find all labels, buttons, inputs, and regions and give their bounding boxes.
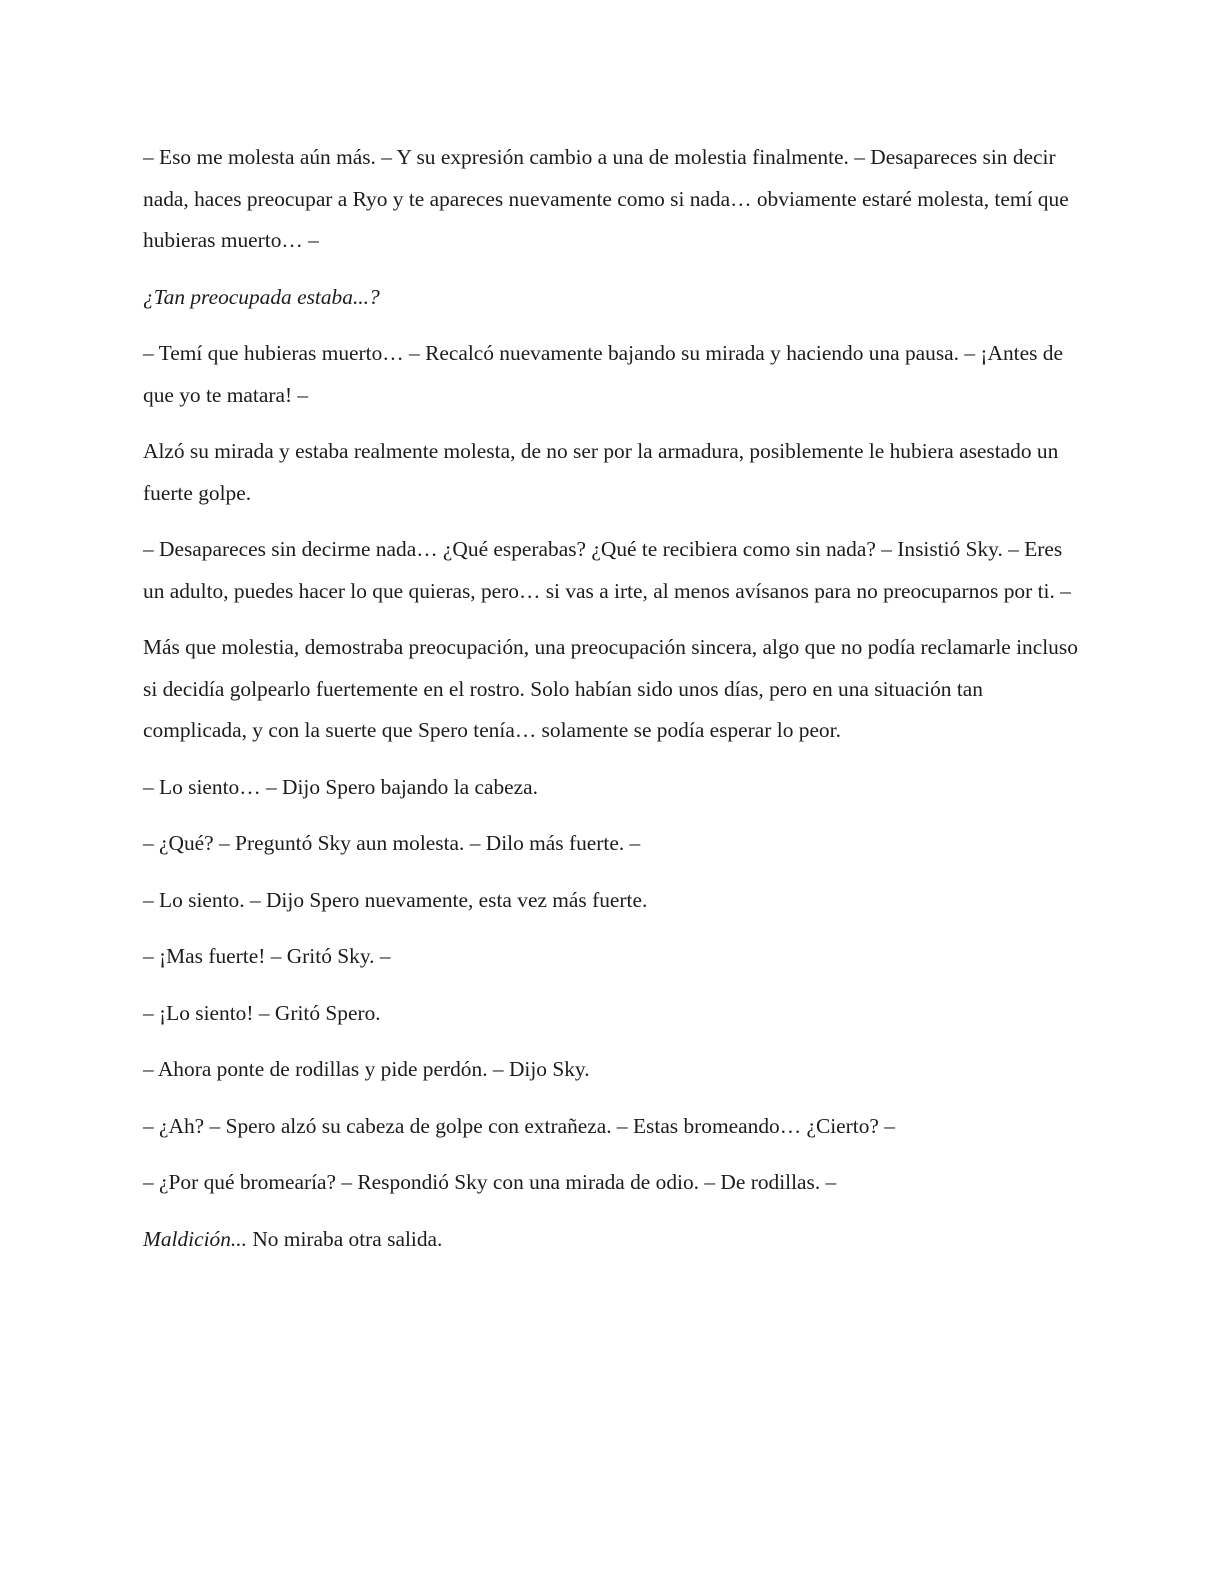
paragraph <box>143 627 1078 752</box>
paragraph-italic-text: ¿Tan preocupada estaba...? <box>143 284 380 309</box>
paragraph-text: – Desapareces sin decirme nada… ¿Qué esperabas? ¿Qué te recibiera como sin nada? – Insistió Sky. – Eres un adulto, puedes hacer lo que quieras, pero… si vas a irte, al menos avísanos para no preocuparnos por ti. – <box>143 537 1071 603</box>
paragraph-text: – ¡Mas fuerte! – Gritó Sky. – <box>143 944 391 968</box>
paragraph-text: No miraba otra salida. <box>246 1226 443 1251</box>
paragraph-text: – Temí que hubieras muerto… – Recalcó nuevamente bajando su mirada y haciendo una pausa. – ¡Antes de que yo te matara! – <box>143 341 1063 407</box>
paragraph-text: – ¿Ah? – Spero alzó su cabeza de golpe con extrañeza. – Estas bromeando… ¿Cierto? – <box>143 1113 895 1138</box>
paragraph-text: – Ahora ponte de rodillas y pide perdón. – Dijo Sky. <box>143 1057 590 1081</box>
paragraph-text: – Lo siento… – Dijo Spero bajando la cabeza. <box>143 774 539 799</box>
paragraph <box>143 333 1078 416</box>
paragraph <box>143 529 1078 612</box>
paragraph <box>143 277 1078 319</box>
paragraph <box>143 1219 1078 1261</box>
paragraph <box>143 936 1078 978</box>
paragraph-text: – ¿Por qué bromearía? – Respondió Sky con una mirada de odio. – De rodillas. – <box>143 1170 837 1194</box>
paragraph <box>143 137 1078 262</box>
paragraph <box>143 1162 1078 1204</box>
paragraph <box>143 1106 1078 1148</box>
paragraph <box>143 1049 1078 1091</box>
paragraph-italic-text: Maldición... <box>143 1226 247 1251</box>
paragraph <box>143 767 1078 809</box>
paragraph <box>143 880 1078 922</box>
paragraph-text: Alzó su mirada y estaba realmente molesta, de no ser por la armadura, posiblemente le hubiera asestado un fuerte golpe. <box>143 439 1059 505</box>
paragraph <box>143 993 1078 1035</box>
document-body <box>143 137 1078 1260</box>
paragraph-text: – ¿Qué? – Preguntó Sky aun molesta. – Dilo más fuerte. – <box>143 831 641 855</box>
paragraph-text: – ¡Lo siento! – Gritó Spero. <box>143 1000 381 1025</box>
paragraph <box>143 431 1078 514</box>
paragraph-text: Más que molestia, demostraba preocupación, una preocupación sincera, algo que no podía reclamarle incluso si decidía golpearlo fuertemente en el rostro. Solo habían sido unos días, pero en una situación tan complicada, y con la suerte que Spero tenía… solamente se podía esperar lo peor. <box>143 635 1078 742</box>
paragraph <box>143 823 1078 865</box>
paragraph-text: – Lo siento. – Dijo Spero nuevamente, esta vez más fuerte. <box>143 887 648 912</box>
paragraph-text: – Eso me molesta aún más. – Y su expresión cambio a una de molestia finalmente. – Desapareces sin decir nada, haces preocupar a Ryo y te apareces nuevamente como si nada… obviamente estaré molesta, temí que hubieras muerto… – <box>143 145 1069 252</box>
